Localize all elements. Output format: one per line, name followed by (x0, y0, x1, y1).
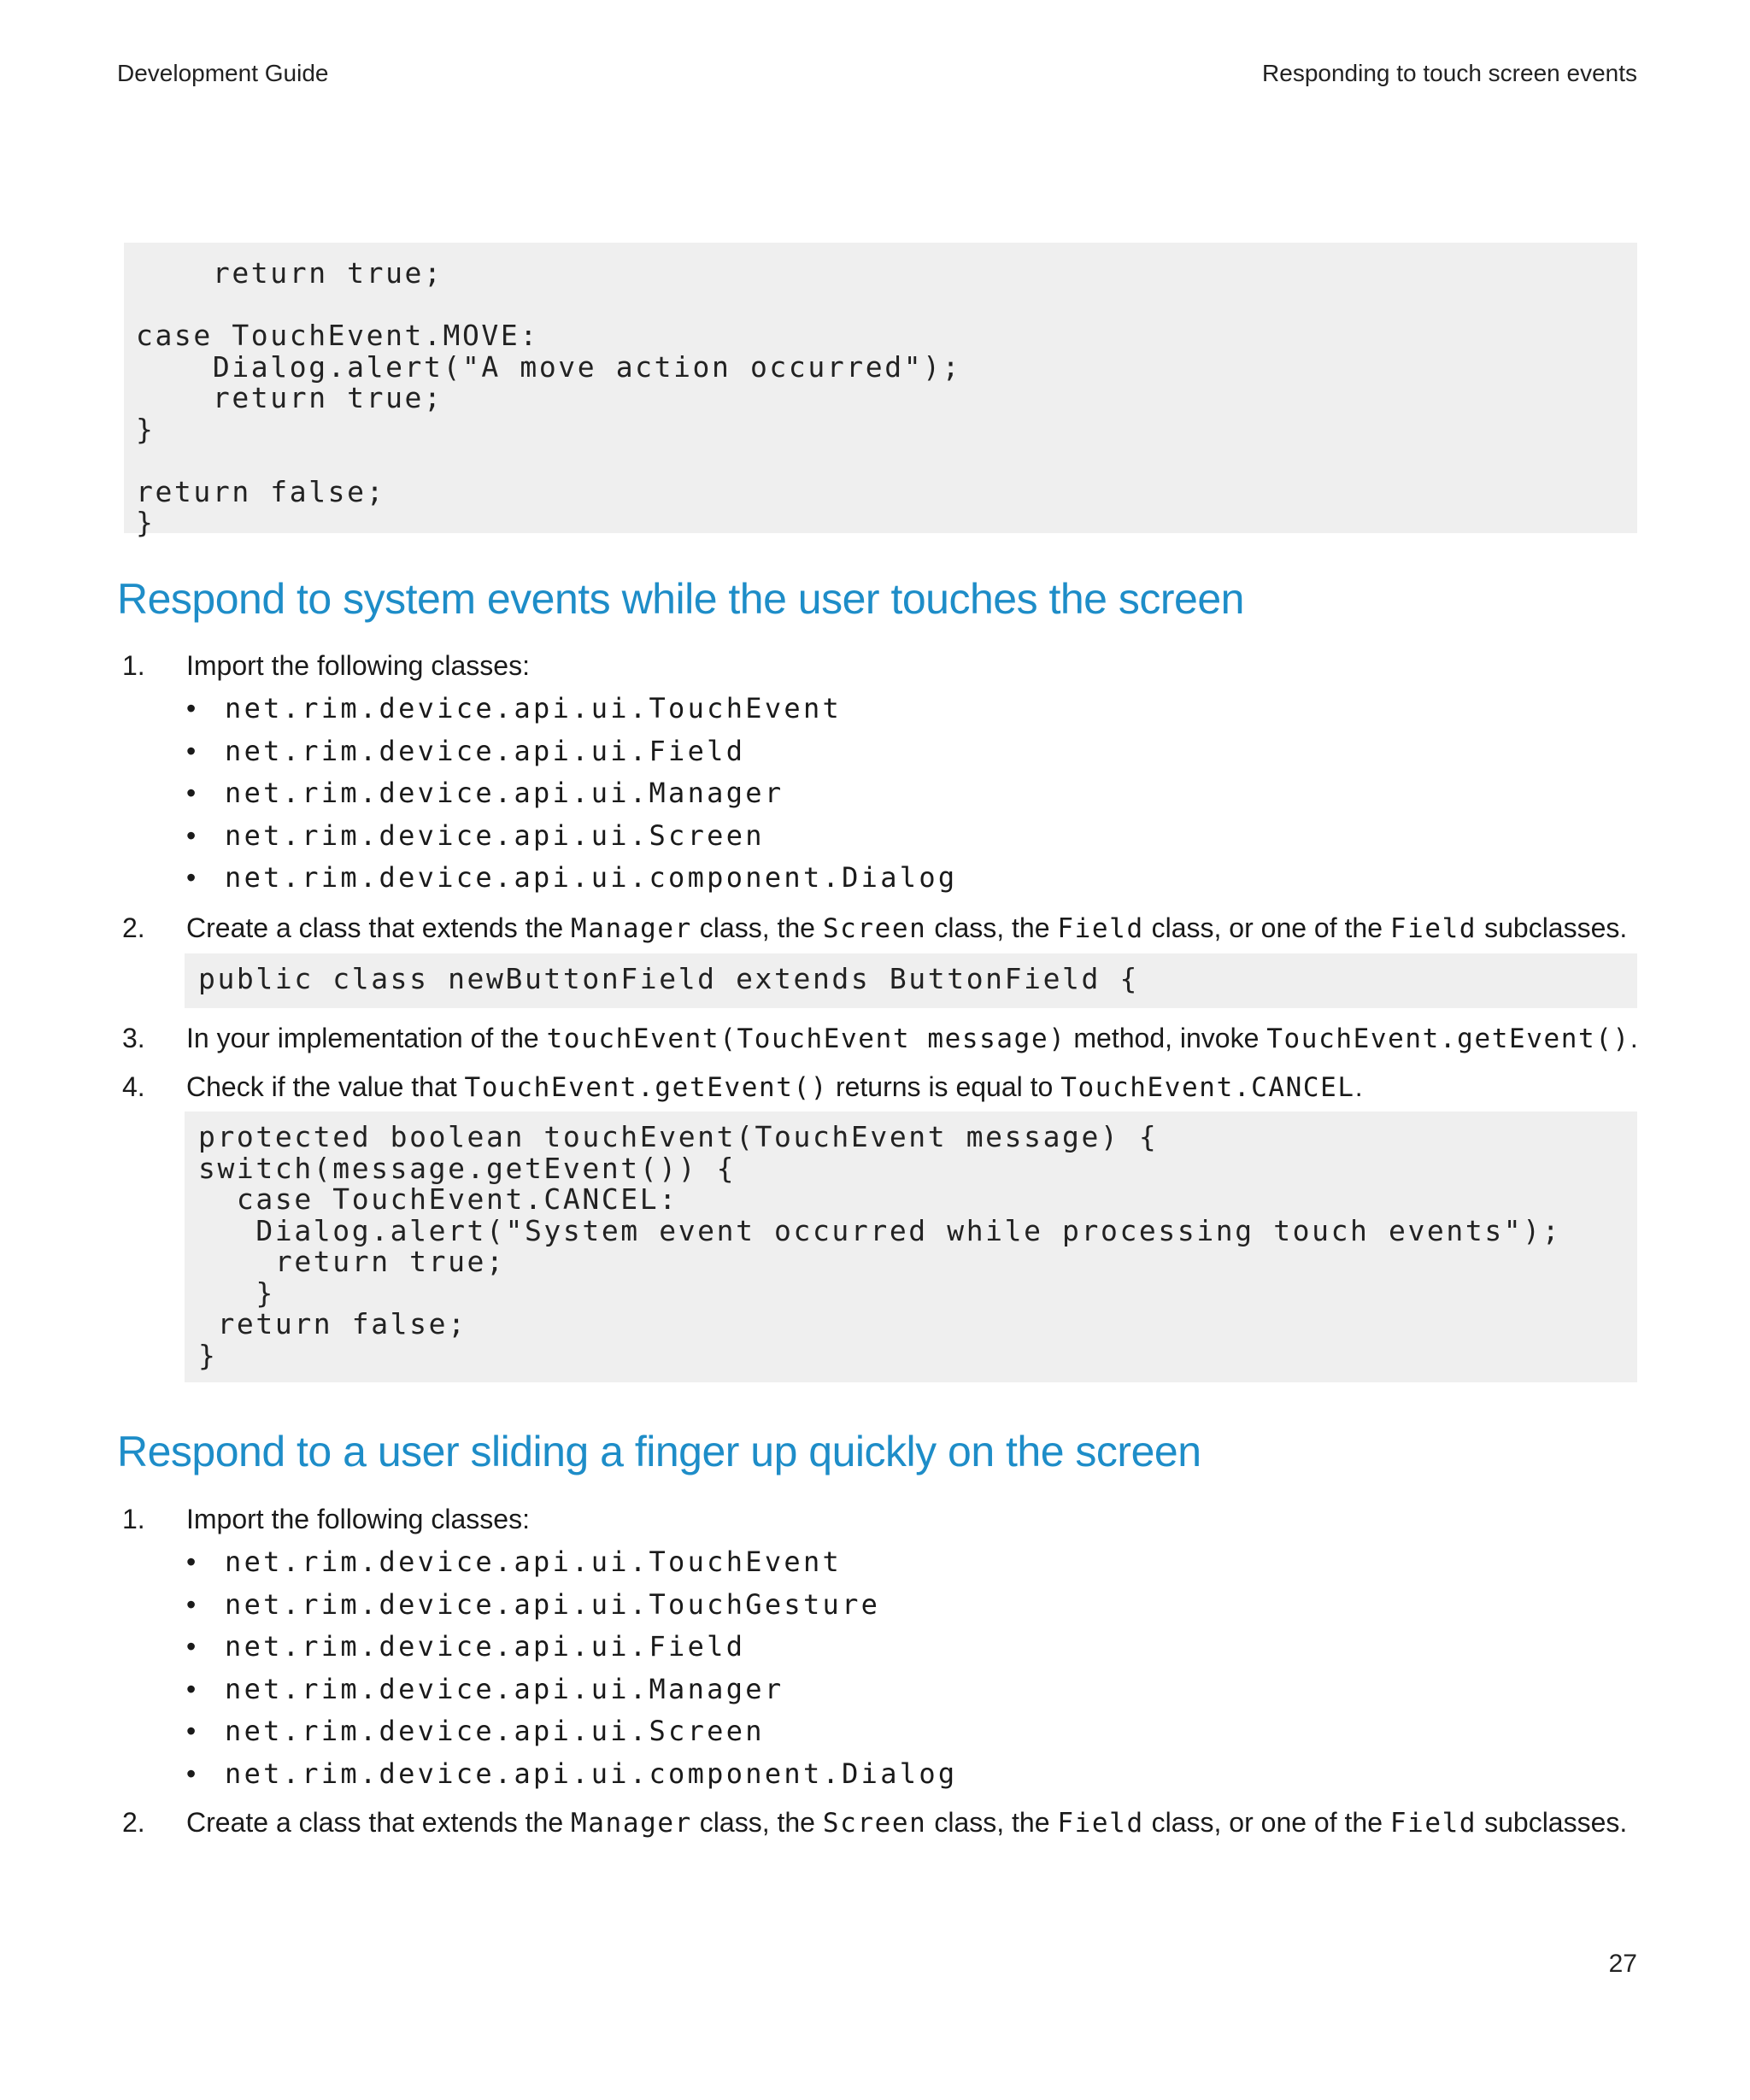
text-run: Create a class that extends the (186, 1807, 572, 1838)
step-item (117, 1021, 1637, 1055)
bullet-icon: • (186, 1588, 197, 1620)
text-run: Check if the value that (186, 1071, 465, 1102)
step-item (117, 648, 1637, 683)
page-number: 27 (1608, 1950, 1637, 1978)
text-run: method, invoke (1066, 1023, 1267, 1053)
text-run: Create a class that extends the (186, 912, 572, 943)
text-run: class, the (926, 912, 1058, 943)
class-list (184, 688, 958, 900)
text-run: . (1630, 1023, 1638, 1053)
bullet-icon: • (186, 1631, 197, 1662)
bullet-icon: • (186, 735, 197, 766)
text-run: class, the (926, 1807, 1058, 1838)
step-text (186, 911, 1627, 946)
code-line: return false; (198, 1307, 467, 1340)
code-block-class-decl (185, 953, 1637, 1008)
code-line: Dialog.alert("A move action occurred"); (136, 349, 962, 384)
code-line: } (136, 506, 156, 539)
code-line: case TouchEvent.MOVE: (136, 319, 539, 352)
step-text (186, 1070, 1363, 1105)
list-item (184, 1710, 958, 1753)
text-run: subclasses. (1477, 912, 1628, 943)
text-run: class, or one of the (1143, 912, 1390, 943)
text-run: In your implementation of the (186, 1023, 547, 1053)
code-line: return true; (136, 381, 443, 414)
section-title: Respond to a user sliding a finger up quickly on the screen (117, 1428, 1201, 1475)
step-number: 2. (122, 912, 145, 943)
step-item (117, 1502, 1637, 1536)
inline-code: TouchEvent.CANCEL (1060, 1072, 1355, 1103)
running-header-right: Responding to touch screen events (1262, 60, 1637, 86)
text-run: . (1354, 1071, 1363, 1102)
class-name: net.rim.device.api.ui.Screen (225, 1715, 765, 1747)
class-name: net.rim.device.api.ui.Manager (225, 1672, 784, 1705)
inline-code: Field (1389, 913, 1477, 944)
class-name: net.rim.device.api.ui.TouchGesture (225, 1587, 881, 1621)
list-item (184, 772, 958, 815)
class-name: net.rim.device.api.ui.TouchEvent (225, 692, 843, 724)
list-item (184, 730, 958, 773)
inline-code: TouchEvent.getEvent() (464, 1072, 829, 1103)
code-line: return true; (198, 1245, 506, 1278)
code-line: Dialog.alert("System event occurred while processing touch events"); (198, 1213, 1562, 1247)
code-block-top (124, 243, 1637, 539)
class-name: net.rim.device.api.ui.Screen (225, 818, 765, 852)
class-name: net.rim.device.api.ui.Field (225, 1630, 746, 1663)
step-text: Import the following classes: (186, 650, 530, 681)
inline-code: Field (1389, 1808, 1477, 1839)
code-line: return false; (136, 474, 386, 508)
step-number: 1. (122, 650, 145, 681)
step-text (186, 1805, 1627, 1840)
bullet-icon: • (186, 862, 197, 893)
list-item (184, 815, 958, 858)
list-item (184, 688, 958, 730)
code-line (136, 290, 1637, 321)
bullet-icon: • (186, 777, 197, 808)
list-item (184, 1541, 958, 1584)
text-run: class, the (691, 912, 823, 943)
inline-code: Screen (822, 913, 927, 944)
step-text (186, 1021, 1638, 1056)
step-number: 4. (122, 1071, 145, 1102)
code-line: } (136, 412, 156, 446)
code-line: protected boolean touchEvent(TouchEvent message) { (198, 1120, 1159, 1153)
bullet-icon: • (186, 1757, 197, 1789)
class-name: net.rim.device.api.ui.Field (225, 734, 746, 767)
step-text: Import the following classes: (186, 1504, 530, 1534)
inline-code: Manager (571, 1808, 692, 1839)
code-block-touch-event (185, 1112, 1637, 1382)
class-name: net.rim.device.api.ui.component.Dialog (225, 861, 958, 894)
list-item (184, 857, 958, 900)
bullet-icon: • (186, 1716, 197, 1746)
list-item (184, 1584, 958, 1627)
list-item (184, 1626, 958, 1669)
text-run: class, or one of the (1143, 1807, 1390, 1838)
code-line (136, 445, 1637, 477)
code-line: case TouchEvent.CANCEL: (198, 1182, 678, 1216)
step-item (117, 911, 1637, 945)
inline-code: Manager (571, 913, 692, 944)
step-number: 2. (122, 1807, 145, 1838)
code-line: return true; (136, 256, 443, 290)
inline-code: touchEvent(TouchEvent message) (546, 1024, 1066, 1054)
code-line: switch(message.getEvent()) { (198, 1151, 737, 1185)
inline-code: Field (1057, 1808, 1144, 1839)
class-name: net.rim.device.api.ui.component.Dialog (225, 1757, 958, 1790)
class-list (184, 1541, 958, 1795)
inline-code: Screen (822, 1808, 927, 1839)
class-name: net.rim.device.api.ui.Manager (225, 777, 784, 809)
bullet-icon: • (186, 819, 197, 851)
code-line: } (198, 1276, 275, 1310)
step-item (117, 1070, 1637, 1104)
list-item (184, 1753, 958, 1796)
inline-code: TouchEvent.getEvent() (1266, 1024, 1630, 1054)
list-item (184, 1669, 958, 1711)
text-run: returns is equal to (828, 1071, 1061, 1102)
text-run: subclasses. (1477, 1807, 1628, 1838)
section-title: Respond to system events while the user touches the screen (117, 575, 1244, 623)
running-header-left: Development Guide (117, 60, 329, 86)
bullet-icon: • (186, 1546, 197, 1577)
code-line: public class newButtonField extends ButtonField { (198, 962, 1139, 995)
step-number: 1. (122, 1504, 145, 1534)
bullet-icon: • (186, 1673, 197, 1704)
step-number: 3. (122, 1023, 145, 1053)
bullet-icon: • (186, 693, 197, 724)
class-name: net.rim.device.api.ui.TouchEvent (225, 1546, 843, 1578)
code-line: } (198, 1338, 218, 1372)
text-run: class, the (691, 1807, 823, 1838)
inline-code: Field (1057, 913, 1144, 944)
step-item (117, 1805, 1637, 1839)
